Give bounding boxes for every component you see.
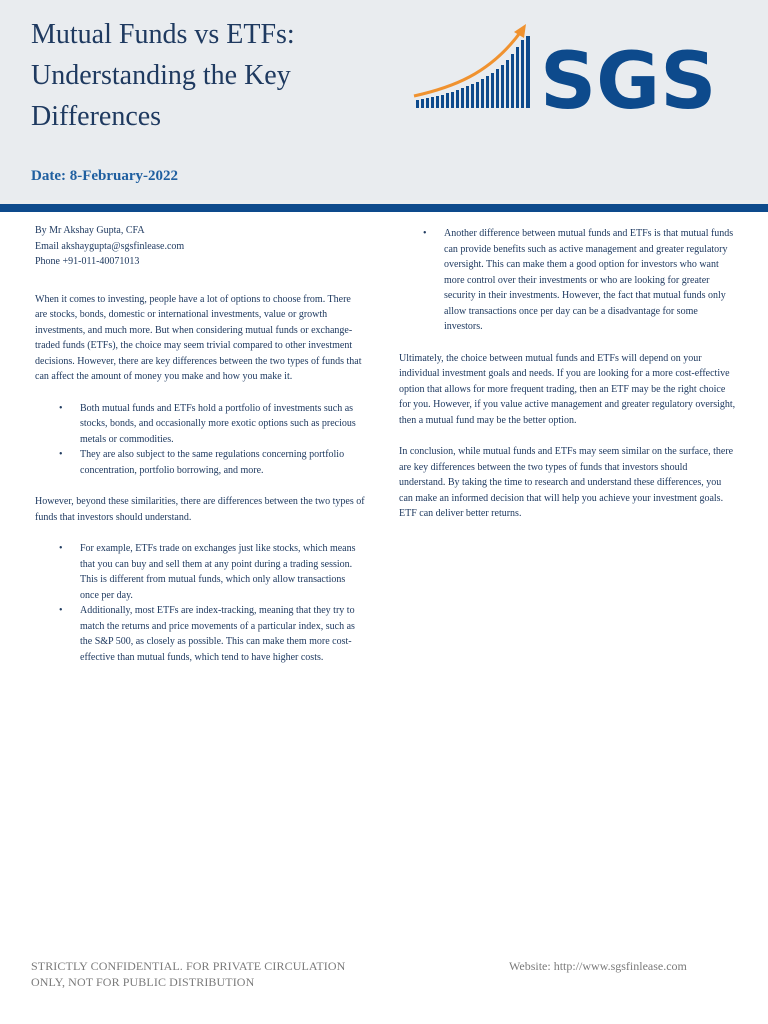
- differences-list: [35, 541, 365, 665]
- publication-date: Date: 8-February-2022: [31, 168, 179, 184]
- growth-bars-icon: [416, 36, 530, 108]
- bullet-icon: •: [59, 605, 63, 616]
- list-item: • Additionally, most ETFs are index-tracking, meaning that they try to match the returns and price movements of a particular index, such as the S&P 500, as closely as possible. This can make them more cost-effective than mutual funds, which tend to have higher costs.: [59, 605, 355, 663]
- right-column: [399, 226, 736, 522]
- author-phone: Phone +91-011-40071013: [35, 256, 140, 267]
- similarities-list: [35, 401, 365, 479]
- logo-text: SGS: [540, 37, 717, 120]
- confidentiality-notice: STRICTLY CONFIDENTIAL. FOR PRIVATE CIRCULATION ONLY, NOT FOR PUBLIC DISTRIBUTION: [31, 959, 346, 989]
- bullet-icon: •: [59, 543, 63, 554]
- transition-paragraph: However, beyond these similarities, there are differences between the two types of funds that investors should understand.: [35, 496, 365, 523]
- list-item: • Another difference between mutual funds and ETFs is that mutual funds can provide benefits such as active management and greater regulatory oversight. This can make them a good option for investors who want more control over their investments or who are looking for greater security in their investments. However, the fact that mutual funds only allow transactions once per day can be a disadvantage for some investors.: [423, 228, 734, 332]
- right-list: [399, 226, 736, 335]
- bullet-icon: •: [423, 228, 427, 239]
- list-item: • Both mutual funds and ETFs hold a portfolio of investments such as stocks, bonds, and occasionally more exotic options such as precious metals or commodities.: [59, 402, 356, 445]
- list-item: • They are also subject to the same regulations concerning portfolio concentration, portfolio borrowing, and more.: [59, 449, 345, 476]
- bullet-icon: •: [59, 402, 63, 414]
- list-item: • For example, ETFs trade on exchanges just like stocks, which means that you can buy and sell them at any point during a trading session. This is different from mutual funds, which only allow transactions once per day.: [59, 543, 356, 601]
- sgs-logo: [410, 20, 740, 120]
- left-column: [35, 223, 365, 665]
- intro-paragraph: When it comes to investing, people have a lot of options to choose from. There are stocks, bonds, domestic or international investments, value or growth investments, and much more. But when considering mutual funds or exchange-traded funds (ETFs), the choice may seem trivial compared to other investment decisions. However, there are key differences between the two types of funds that can affect the amount of money you make and how you make it.: [35, 293, 362, 382]
- website-footer: Website: http://www.sgsfinlease.com: [509, 959, 687, 973]
- conclusion-paragraph-1: Ultimately, the choice between mutual funds and ETFs will depend on your individual investment goals and needs. If you are looking for a more cost-effective option that allows for more frequent trading, then an ETF may be the right choice for you. However, if you value active management and greater regulatory oversight, then a mutual fund may be the better option.: [399, 352, 736, 426]
- author-byline: By Mr Akshay Gupta, CFA: [35, 225, 145, 236]
- conclusion-paragraph-2: In conclusion, while mutual funds and ETFs may seem similar on the surface, there are key differences between the two types of funds that investors should understand. By taking the time to research and understand these differences, you can make an informed decision that will help you achieve your investment goals. ETF can deliver better returns.: [399, 446, 734, 519]
- author-email: Email akshaygupta@sgsfinlease.com: [35, 240, 185, 252]
- bullet-icon: •: [59, 449, 63, 460]
- page-title: Mutual Funds vs ETFs: Understanding the Key Differences: [31, 19, 295, 132]
- header-rule: [0, 204, 768, 212]
